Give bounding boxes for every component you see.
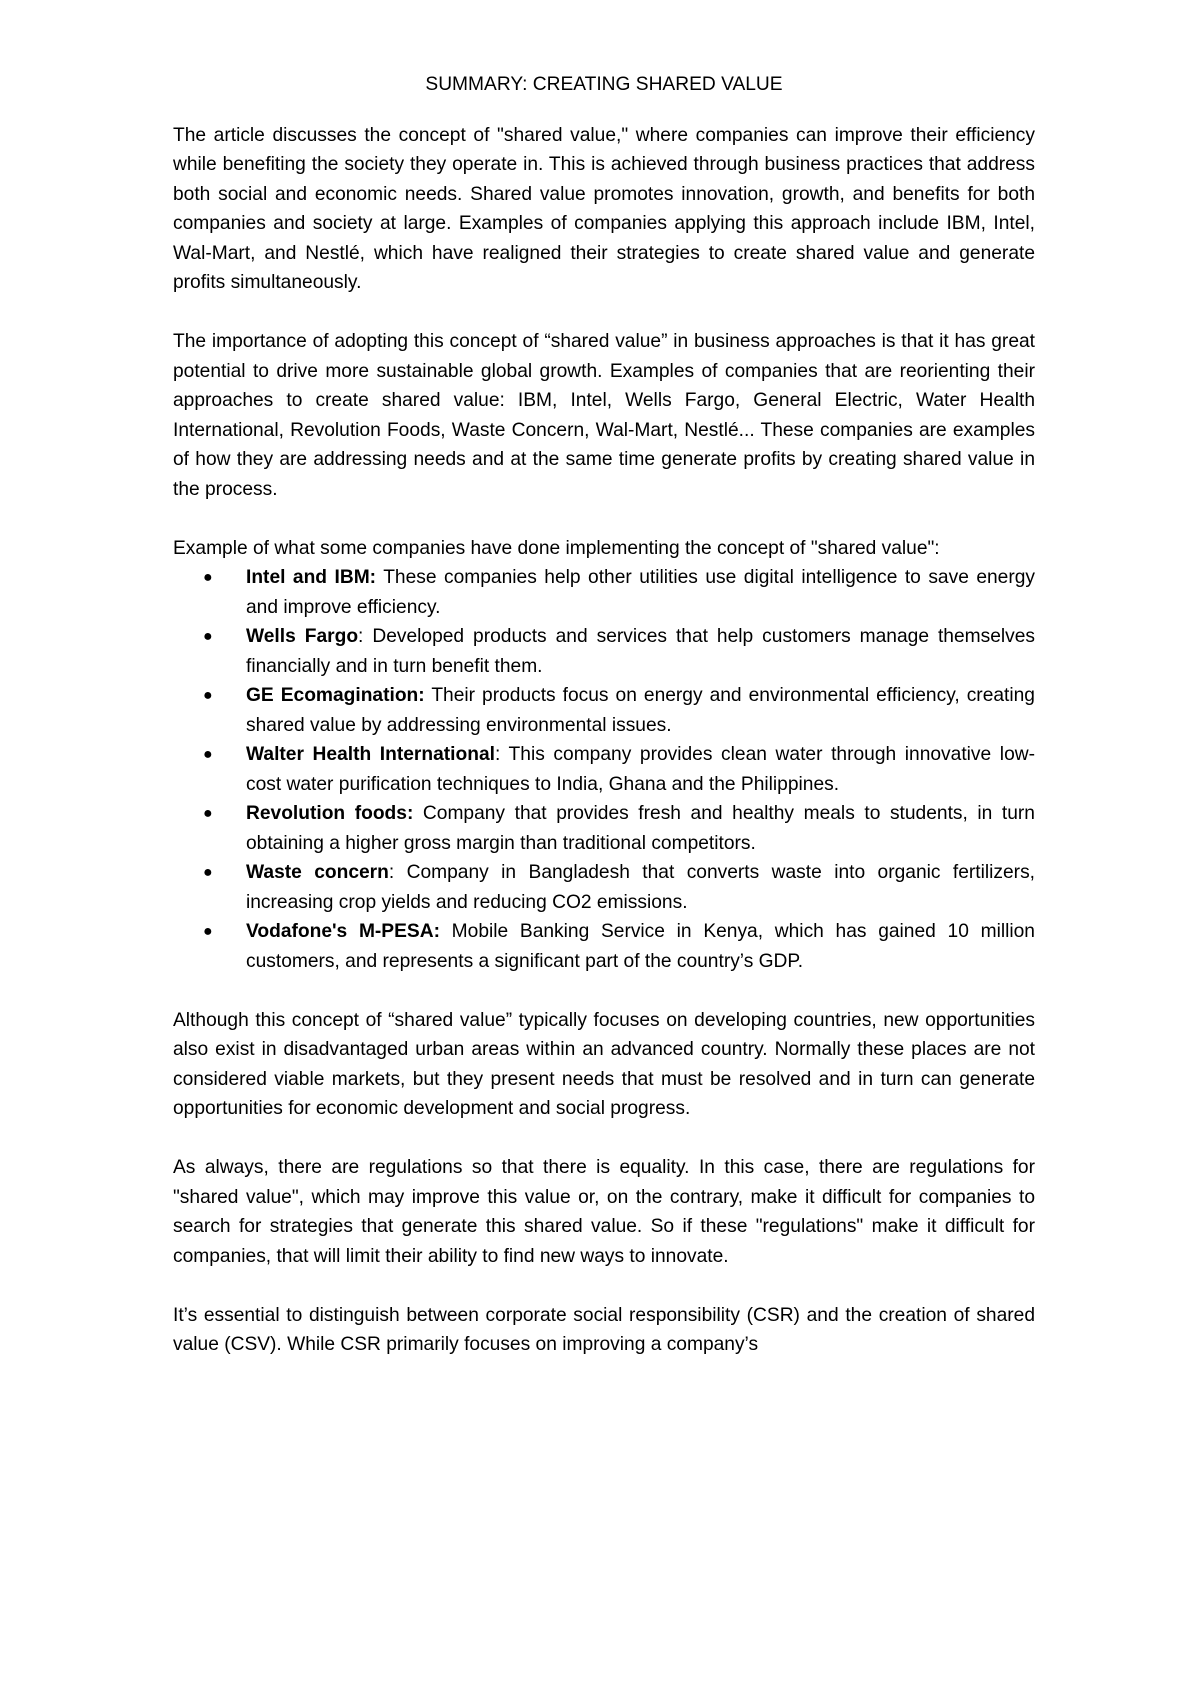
document-body — [173, 70, 1035, 1389]
example-description: : This company provides clean water through innovative low-cost water purification techniques to India, Ghana and the Philippines. — [246, 744, 1035, 795]
example-description: : Company in Bangladesh that converts waste into organic fertilizers, increasing crop yields and reducing CO2 emissions. — [246, 862, 1035, 913]
bullet-icon: ● — [203, 864, 213, 881]
company-name: Revolution foods: — [246, 803, 414, 824]
paragraph-csr-vs-csv: It’s essential to distinguish between corporate social responsibility (CSR) and the creation of shared value (CSV). While CSR primarily focuses on improving a company’s — [173, 1304, 1035, 1355]
bullet-icon: ● — [203, 687, 213, 704]
company-name: Vodafone's M-PESA: — [246, 921, 440, 942]
paragraph-importance: The importance of adopting this concept of “shared value” in business approaches is that it has great potential to drive more sustainable global growth. Examples of companies that are reorienting their approaches to create shared value: IBM, Intel, Wells Fargo, General Electric, Water Health International, Revolution Foods, Waste Concern, Wal-Mart, Nestlé... These companies are examples of how they are addressing needs and at the same time generate profits by creating shared value in the process. — [173, 331, 1035, 500]
example-description: Their products focus on energy and environmental efficiency, creating shared value by addressing environmental issues. — [246, 685, 1035, 736]
list-item — [203, 858, 1035, 917]
company-name: Waste concern — [246, 862, 389, 883]
company-name: GE Ecomagination: — [246, 685, 425, 706]
list-item — [203, 917, 1035, 976]
bullet-icon: ● — [203, 923, 213, 940]
list-item — [203, 563, 1036, 622]
paragraph-overview: The article discusses the concept of "shared value," where companies can improve their efficiency while benefiting the society they operate in. This is achieved through business practices that address both social and economic needs. Shared value promotes innovation, growth, and benefits for both companies and society at large. Examples of companies applying this approach include IBM, Intel, Wal-Mart, and Nestlé, which have realigned their strategies to create shared value and generate profits simultaneously. — [173, 124, 1035, 293]
bullet-icon: ● — [203, 746, 213, 763]
company-name: Wells Fargo — [246, 626, 359, 647]
list-item — [203, 799, 1035, 858]
example-description: These companies help other utilities use digital intelligence to save energy and improve efficiency. — [246, 567, 1036, 618]
example-description: Mobile Banking Service in Kenya, which has gained 10 million customers, and represents a significant part of the country’s GDP. — [246, 921, 1035, 972]
examples-list — [173, 563, 1035, 976]
company-name: Walter Health International — [246, 744, 495, 765]
example-description: : Developed products and services that help customers manage themselves financially and in turn benefit them. — [246, 626, 1035, 677]
example-description: Company that provides fresh and healthy meals to students, in turn obtaining a higher gross margin than traditional competitors. — [246, 803, 1035, 854]
document-title: SUMMARY: CREATING SHARED VALUE — [425, 74, 783, 95]
company-name: Intel and IBM: — [246, 567, 377, 588]
list-intro: Example of what some companies have done implementing the concept of "shared value": — [173, 537, 940, 559]
bullet-icon: ● — [203, 805, 213, 822]
list-item — [203, 740, 1035, 799]
list-item — [203, 681, 1035, 740]
paragraph-regulations: As always, there are regulations so that there is equality. In this case, there are regulations for "shared value", which may improve this value or, on the contrary, make it difficult for companies to search for strategies that generate this shared value. So if these "regulations" make it difficult for companies, that will limit their ability to find new ways to innovate. — [173, 1157, 1035, 1267]
bullet-icon: ● — [203, 628, 213, 645]
paragraph-urban-opportunities: Although this concept of “shared value” typically focuses on developing countries, new opportunities also exist in disadvantaged urban areas within an advanced country. Normally these places are not considered viable markets, but they present needs that must be resolved and in turn can generate opportunities for economic development and social progress. — [173, 1009, 1035, 1119]
bullet-icon: ● — [203, 569, 213, 586]
list-item — [203, 622, 1035, 681]
